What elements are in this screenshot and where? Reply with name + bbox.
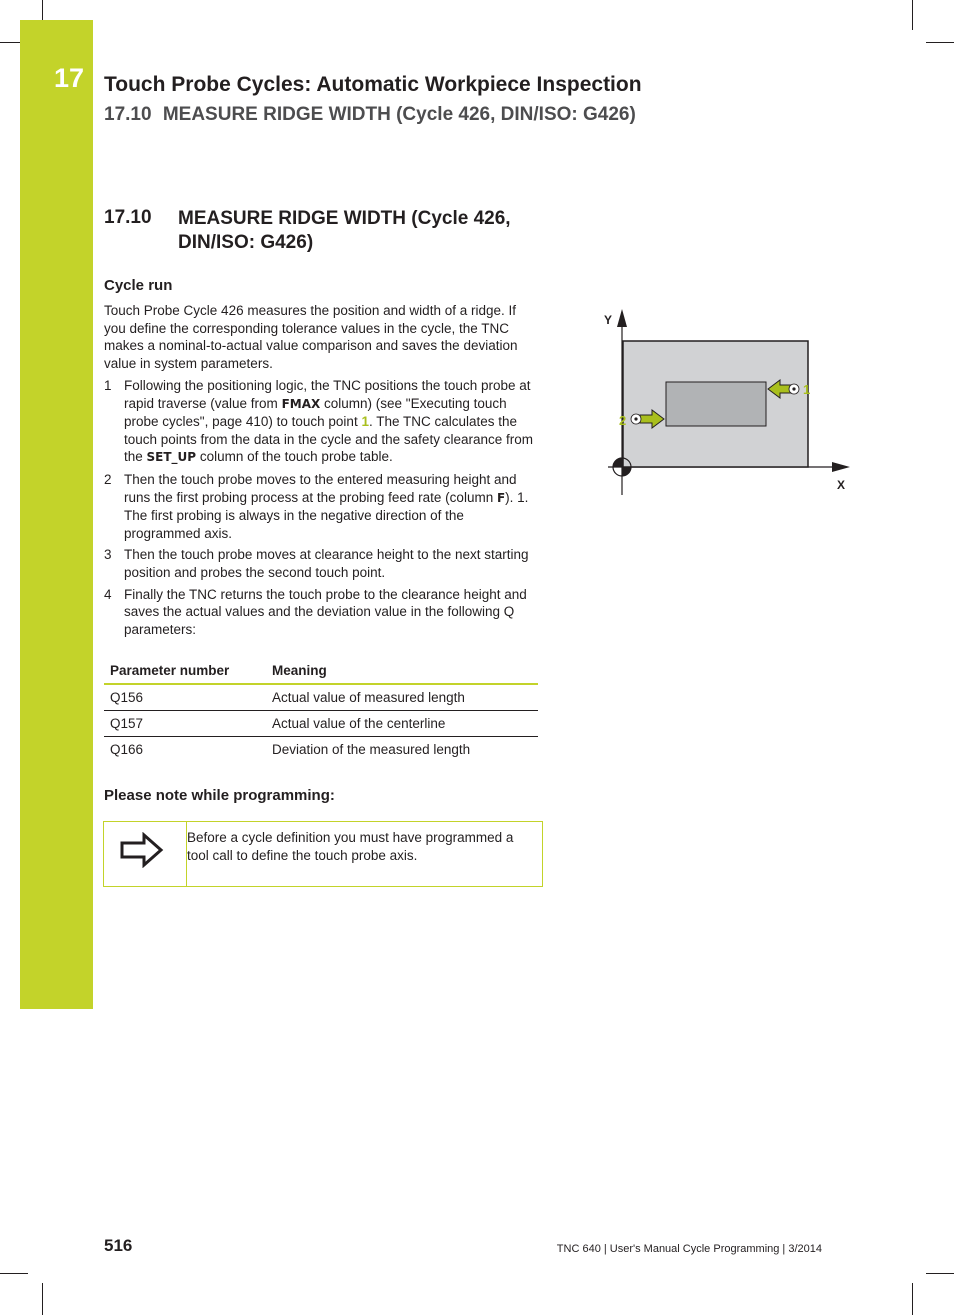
step-number: 4 bbox=[104, 586, 112, 602]
step-text: Finally the TNC returns the touch probe to the clearance height and saves the actual values and the deviation value in the following Q parameters: bbox=[124, 586, 527, 637]
step-text: Following the positioning logic, the TNC positions the touch probe at rapid traverse (value from bbox=[124, 378, 531, 411]
point-1-label: 1 bbox=[803, 382, 811, 397]
list-item bbox=[104, 586, 540, 639]
running-section-header bbox=[104, 104, 642, 126]
origin-quadrant bbox=[622, 467, 631, 476]
column-header: Meaning bbox=[266, 659, 538, 684]
section-title bbox=[178, 207, 558, 255]
x-axis-arrow bbox=[832, 462, 850, 472]
y-axis-arrow bbox=[617, 309, 627, 327]
table-row bbox=[104, 737, 538, 763]
table-cell: Deviation of the measured length bbox=[272, 742, 471, 757]
crop-mark bbox=[0, 1273, 28, 1274]
step-text: column of the touch probe table. bbox=[196, 449, 393, 465]
cycle-run-intro: Touch Probe Cycle 426 measures the position and width of a ridge. If you define the corresponding tolerance values in the cycle, the TNC makes a nominal-to-actual value comparison and saves the deviation value in system parameters. bbox=[104, 303, 518, 371]
q-parameter-table bbox=[104, 659, 538, 762]
table-cell: Q156 bbox=[104, 684, 266, 711]
step-text: Then the touch probe moves to the entered measuring height and runs the first probing process at the probing feed rate (column bbox=[124, 471, 517, 505]
x-axis-label: X bbox=[837, 478, 846, 492]
step-text: Then the touch probe moves at clearance height to the next starting position and probes the second touch point. bbox=[124, 547, 529, 580]
cycle-run-heading: Cycle run bbox=[104, 277, 173, 294]
section-title-line2: DIN/ISO: G426) bbox=[178, 232, 314, 253]
note-heading: Please note while programming: bbox=[104, 787, 335, 804]
crop-mark bbox=[42, 1283, 43, 1315]
section-number: 17.10 bbox=[104, 207, 152, 228]
step-number: 2 bbox=[104, 471, 112, 487]
crop-mark bbox=[926, 42, 954, 43]
crop-mark bbox=[926, 1273, 954, 1274]
crop-mark bbox=[0, 42, 20, 43]
step-number: 3 bbox=[104, 547, 112, 563]
column-header: Parameter number bbox=[104, 659, 266, 684]
chapter-number: 17 bbox=[54, 63, 85, 93]
page-number: 516 bbox=[104, 1236, 133, 1255]
probe-center bbox=[792, 387, 795, 390]
crop-mark bbox=[912, 1283, 913, 1315]
step-number: 1 bbox=[104, 378, 112, 393]
step-text: ). 1. The first probing is always in the negative direction of the programmed axis. bbox=[124, 489, 529, 541]
cycle-steps-list bbox=[104, 377, 540, 642]
touch-point-ref: 1 bbox=[361, 414, 369, 430]
origin-quadrant bbox=[613, 458, 622, 467]
keyword-set-up: SET_UP bbox=[146, 450, 197, 465]
running-section-number: 17.10 bbox=[104, 104, 152, 125]
running-section-title: MEASURE RIDGE WIDTH (Cycle 426, DIN/ISO: G426) bbox=[162, 104, 636, 125]
arrow-right-icon bbox=[120, 832, 164, 868]
chapter-sidebar bbox=[20, 20, 93, 1009]
keyword-fmax: FMAX bbox=[281, 396, 321, 411]
section-title-line1: MEASURE RIDGE WIDTH (Cycle 426, bbox=[178, 208, 511, 229]
table-row bbox=[104, 684, 538, 711]
note-text: Before a cycle definition you must have programmed a tool call to define the touch probe axis. bbox=[187, 830, 514, 863]
step-text: column) (see "Executing touch probe cycles", page 410) to touch point bbox=[124, 395, 507, 430]
ridge-rect bbox=[666, 382, 766, 426]
list-item bbox=[104, 471, 540, 542]
ridge-measure-diagram bbox=[600, 305, 860, 500]
probe-center bbox=[634, 417, 637, 420]
step-text: . The TNC calculates the touch points from the data in the cycle and the safety clearance from the bbox=[124, 414, 533, 465]
list-item bbox=[104, 546, 540, 581]
table-row bbox=[104, 711, 538, 737]
list-item bbox=[104, 377, 540, 467]
y-axis-label: Y bbox=[604, 313, 613, 327]
table-header-row bbox=[104, 659, 538, 684]
crop-mark bbox=[42, 0, 43, 20]
table-cell: Actual value of the centerline bbox=[266, 711, 538, 737]
chapter-title: Touch Probe Cycles: Automatic Workpiece Inspection bbox=[104, 73, 642, 96]
table-cell: Q157 bbox=[104, 711, 266, 737]
point-2-label: 2 bbox=[619, 413, 627, 428]
crop-mark bbox=[912, 0, 913, 30]
table-cell: Actual value of measured length bbox=[266, 684, 538, 711]
note-box bbox=[103, 821, 543, 887]
keyword-f: F bbox=[496, 490, 506, 505]
footer-info: TNC 640 | User's Manual Cycle Programming | 3/2014 bbox=[556, 1243, 822, 1255]
table-cell: Q166 bbox=[110, 742, 144, 757]
